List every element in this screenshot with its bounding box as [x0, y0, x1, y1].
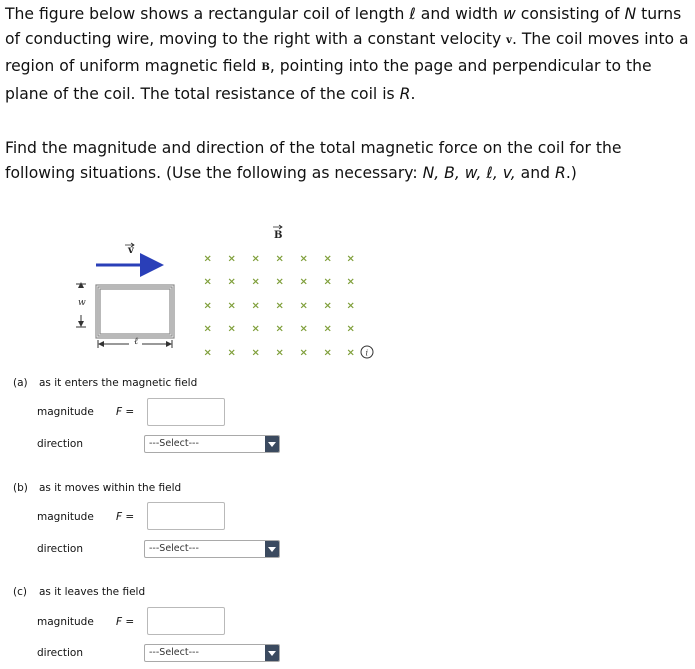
velocity-vector-symbol: v: [506, 34, 512, 46]
field-cross-mark: ×: [227, 276, 236, 288]
text-run: and: [515, 163, 555, 182]
text-run: .): [565, 163, 577, 182]
part-c-heading: [13, 586, 145, 598]
chevron-down-icon[interactable]: [265, 645, 279, 661]
part-title: as it enters the magnetic field: [39, 377, 198, 389]
part-title: as it moves within the field: [39, 482, 182, 494]
part-label: (a): [13, 377, 28, 389]
force-equals: F =: [116, 511, 135, 523]
field-cross-mark: ×: [346, 323, 355, 335]
field-cross-mark: ×: [275, 347, 284, 359]
width-label: w: [78, 298, 86, 308]
field-cross-mark: ×: [227, 347, 236, 359]
part-a-heading: [13, 377, 197, 389]
field-cross-mark: ×: [203, 253, 212, 265]
chevron-down-icon[interactable]: [265, 541, 279, 557]
text-run: . The coil moves into a region of uniform magnetic field: [5, 29, 689, 75]
velocity-label: v: [128, 245, 134, 256]
variable-list: N, B, w, ℓ, v,: [422, 163, 516, 182]
field-cross-mark: ×: [227, 300, 236, 312]
field-cross-mark: ×: [251, 347, 260, 359]
field-cross-mark: ×: [251, 323, 260, 335]
field-cross-mark: ×: [346, 300, 355, 312]
text-run: .: [410, 84, 416, 103]
chevron-down-icon[interactable]: [265, 436, 279, 452]
field-cross-mark: ×: [299, 347, 308, 359]
direction-label: direction: [37, 438, 84, 450]
field-cross-mark: ×: [346, 276, 355, 288]
magnitude-label: magnitude: [37, 511, 94, 523]
force-equals: F =: [116, 616, 135, 628]
field-cross-mark: ×: [275, 300, 284, 312]
width-symbol: w: [503, 5, 516, 23]
text-run: turns of conducting wire, moving to the right with a constant velocity: [5, 5, 682, 48]
part-b-magnitude-input[interactable]: [147, 502, 225, 530]
field-cross-mark: ×: [299, 253, 308, 265]
part-c-magnitude-input[interactable]: [147, 607, 225, 635]
svg-text:i: i: [365, 348, 369, 358]
field-cross-mark: ×: [346, 347, 355, 359]
field-cross-mark: ×: [323, 300, 332, 312]
field-cross-mark: ×: [275, 253, 284, 265]
text-run: consisting of: [515, 5, 625, 23]
part-label: (c): [13, 586, 27, 598]
resistance-symbol: R: [554, 163, 566, 182]
problem-statement: [5, 2, 691, 106]
select-value: ---Select---: [149, 647, 199, 658]
turns-symbol: N: [624, 5, 637, 23]
text-run: Find the magnitude and direction of the total magnetic force on the coil for the following situations. (Use the following as necessary:: [5, 139, 622, 182]
part-a-magnitude-input[interactable]: [147, 398, 225, 426]
field-cross-mark: ×: [323, 323, 332, 335]
part-b-direction-select[interactable]: [144, 540, 280, 558]
part-c-direction-select[interactable]: [144, 644, 280, 662]
field-cross-mark: ×: [251, 300, 260, 312]
field-cross-mark: ×: [203, 347, 212, 359]
direction-label: direction: [37, 543, 84, 555]
field-cross-mark: ×: [203, 323, 212, 335]
field-cross-mark: ×: [323, 347, 332, 359]
force-equals: F =: [116, 406, 135, 418]
field-cross-mark: ×: [203, 300, 212, 312]
text-run: The figure below shows a rectangular coil of length: [5, 5, 410, 23]
part-label: (b): [13, 482, 28, 494]
coil-field-figure: [0, 215, 695, 375]
coil: [96, 285, 174, 338]
field-cross-mark: ×: [299, 276, 308, 288]
length-label: ℓ: [134, 336, 139, 347]
field-cross-mark: ×: [251, 276, 260, 288]
field-cross-mark: ×: [323, 276, 332, 288]
select-value: ---Select---: [149, 543, 199, 554]
magnitude-label: magnitude: [37, 406, 94, 418]
field-label: B: [274, 230, 283, 241]
field-cross-mark: ×: [299, 300, 308, 312]
field-cross-mark: ×: [323, 253, 332, 265]
field-cross-mark: ×: [275, 323, 284, 335]
direction-label: direction: [37, 647, 84, 659]
part-title: as it leaves the field: [39, 586, 146, 598]
field-cross-mark: ×: [299, 323, 308, 335]
field-vector-symbol: B: [261, 62, 270, 73]
field-cross-mark: ×: [227, 253, 236, 265]
magnetic-field-crosses: [204, 254, 355, 359]
magnitude-label: magnitude: [37, 616, 94, 628]
field-cross-mark: ×: [203, 276, 212, 288]
question-instructions: [5, 136, 691, 185]
field-cross-mark: ×: [275, 276, 284, 288]
select-value: ---Select---: [149, 438, 199, 449]
length-symbol: ℓ: [409, 5, 416, 23]
part-b-heading: [13, 482, 181, 494]
field-cross-mark: ×: [346, 253, 355, 265]
text-run: , pointing into the page and perpendicular to the plane of the coil. The total resistance of the coil is: [5, 57, 652, 103]
text-run: and width: [415, 5, 504, 23]
resistance-symbol: R: [399, 84, 411, 103]
part-a-direction-select[interactable]: [144, 435, 280, 453]
field-cross-mark: ×: [227, 323, 236, 335]
info-icon[interactable]: [361, 346, 373, 358]
field-cross-mark: ×: [251, 253, 260, 265]
